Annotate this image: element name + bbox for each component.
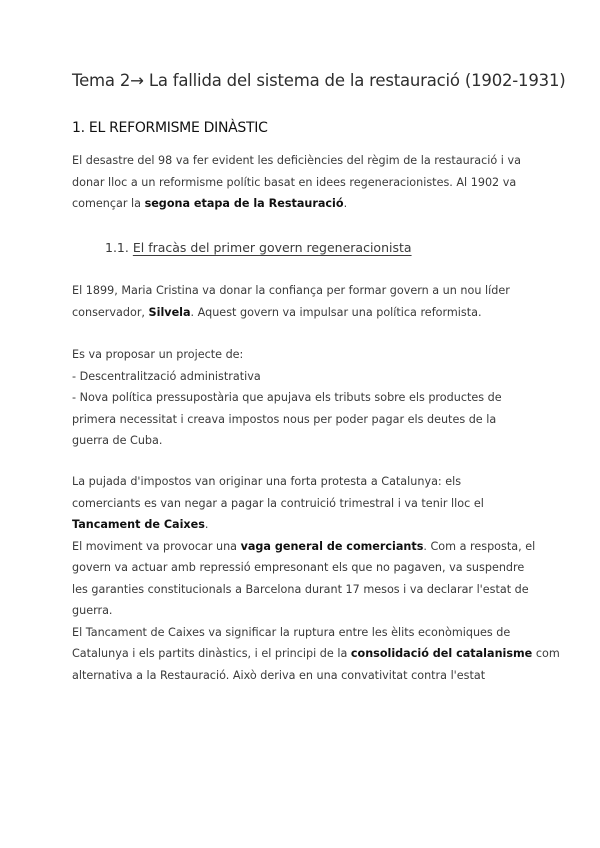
text-run: com <box>532 647 560 660</box>
text-line <box>72 302 534 324</box>
text-line: Es va proposar un projecte de: <box>72 348 244 361</box>
bold-term: Tancament de Caixes <box>72 518 205 531</box>
text-run: El moviment va provocar una <box>72 539 241 553</box>
text-run: . <box>204 518 209 531</box>
text-line: alternativa a la Restauració. Això deriva en una convativitat contra l'estat <box>72 668 486 682</box>
text-line: El 1899, Maria Cristina va donar la confiança per formar govern a un nou líder <box>72 284 510 297</box>
text-run: començar la <box>72 197 145 210</box>
bold-term: Silvela <box>148 305 191 319</box>
text-line <box>72 643 560 665</box>
subsection-heading <box>105 240 412 255</box>
subsection-title: El fracàs del primer govern regeneracionista <box>132 240 412 255</box>
paragraph-intro <box>72 150 534 215</box>
document-title: Tema 2→ La fallida del sistema de la restauració (1902-1931) <box>72 71 566 90</box>
text-run: . Com a resposta, el <box>423 539 536 553</box>
bold-term: segona etapa de la Restauració <box>144 197 344 210</box>
paragraph-project <box>72 344 534 452</box>
list-item: - Nova política pressupostària que apujava els tributs sobre els productes de <box>72 391 502 404</box>
list-item: - Descentralització administrativa <box>72 369 261 383</box>
text-line: guerra de Cuba. <box>72 434 163 447</box>
text-line: comerciants es van negar a pagar la contruició trimestral i va tenir lloc el <box>72 496 484 510</box>
text-line: La pujada d'impostos van originar una forta protesta a Catalunya: els <box>72 475 462 488</box>
paragraph-tancament <box>72 471 560 686</box>
text-line: El desastre del 98 va fer evident les deficiències del règim de la restauració i va <box>72 154 521 167</box>
text-run: Catalunya i els partits dinàstics, i el principi de la <box>72 647 351 660</box>
text-line: El Tancament de Caixes va significar la ruptura entre les èlits econòmiques de <box>72 625 511 639</box>
text-line: govern va actuar amb repressió empresonant els que no pagaven, va suspendre <box>72 561 525 574</box>
text-run: . Aquest govern va impulsar una política reformista. <box>190 305 482 319</box>
text-line: guerra. <box>72 604 113 617</box>
text-line <box>72 514 534 536</box>
text-run: conservador, <box>72 305 149 319</box>
text-run: . <box>343 197 348 210</box>
section-heading: 1. EL REFORMISME DINÀSTIC <box>72 120 268 136</box>
bold-term: vaga general de comerciants <box>240 539 424 553</box>
paragraph-silvela <box>72 280 534 323</box>
text-line <box>72 193 534 215</box>
text-line: donar lloc a un reformisme polític basat en idees regeneracionistes. Al 1902 va <box>72 175 517 189</box>
text-line <box>72 536 534 558</box>
bold-term: consolidació del catalanisme <box>350 647 533 660</box>
subsection-number: 1.1. <box>105 240 129 255</box>
text-line: primera necessitat i creava impostos nous per poder pagar els deutes de la <box>72 412 497 426</box>
text-line: les garanties constitucionals a Barcelona durant 17 mesos i va declarar l'estat de <box>72 582 529 596</box>
